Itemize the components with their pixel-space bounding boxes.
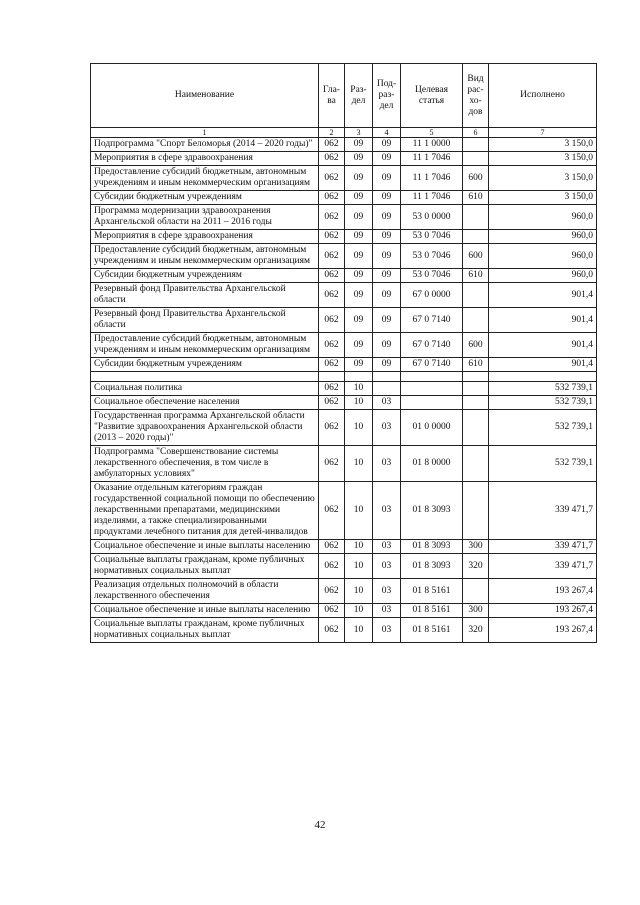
header-podrazdel: Под- раз- дел [373,64,401,128]
spacer-cell [91,372,319,382]
cell-name: Мероприятия в сфере здравоохранения [91,230,319,244]
cell-value: 3 150,0 [489,166,597,191]
cell-statya: 01 8 3093 [401,482,463,540]
cell-name: Подпрограмма "Спорт Беломорья (2014 – 2020 годы)" [91,138,319,152]
cell-glava: 062 [319,382,345,396]
table-row [91,166,597,191]
spacer-cell [401,372,463,382]
cell-value: 532 739,1 [489,446,597,482]
cell-statya: 67 0 7140 [401,333,463,358]
cell-vid: 600 [463,166,489,191]
cell-glava: 062 [319,396,345,410]
cell-podrazdel: 09 [373,283,401,308]
spacer-cell [345,372,373,382]
cell-vid [463,308,489,333]
cell-name: Социальная политика [91,382,319,396]
cell-name: Предоставление субсидий бюджетным, автономным учреждениям и иным некоммерческим организациям [91,333,319,358]
cell-glava: 062 [319,205,345,230]
cell-statya: 11 1 0000 [401,138,463,152]
table-row [91,152,597,166]
cell-razdel: 10 [345,618,373,643]
cell-name: Резервный фонд Правительства Архангельской области [91,308,319,333]
column-number-row [91,128,597,138]
cell-glava: 062 [319,410,345,446]
cell-glava: 062 [319,540,345,554]
cell-value: 193 267,4 [489,618,597,643]
cell-statya: 67 0 7140 [401,308,463,333]
cell-razdel: 09 [345,333,373,358]
cell-vid [463,396,489,410]
table-row [91,230,597,244]
cell-statya: 01 8 5161 [401,604,463,618]
cell-glava: 062 [319,446,345,482]
cell-podrazdel: 09 [373,358,401,372]
cell-podrazdel: 09 [373,269,401,283]
cell-name: Мероприятия в сфере здравоохранения [91,152,319,166]
cell-vid: 320 [463,554,489,579]
cell-statya: 01 8 3093 [401,540,463,554]
column-number: 3 [345,128,373,138]
column-number: 7 [489,128,597,138]
cell-glava: 062 [319,283,345,308]
cell-glava: 062 [319,152,345,166]
cell-vid [463,152,489,166]
spacer-cell [373,372,401,382]
cell-statya: 53 0 7046 [401,269,463,283]
cell-razdel: 09 [345,358,373,372]
table-body [91,138,597,643]
cell-glava: 062 [319,604,345,618]
cell-vid: 300 [463,540,489,554]
cell-name: Предоставление субсидий бюджетным, автономным учреждениям и иным некоммерческим организациям [91,166,319,191]
cell-statya: 53 0 0000 [401,205,463,230]
cell-name: Социальное обеспечение и иные выплаты населению [91,604,319,618]
header-value: Исполнено [489,64,597,128]
cell-vid: 600 [463,244,489,269]
table-row [91,308,597,333]
table-row [91,358,597,372]
cell-vid [463,283,489,308]
cell-vid [463,382,489,396]
cell-value: 3 150,0 [489,152,597,166]
cell-podrazdel: 09 [373,333,401,358]
cell-value: 901,4 [489,358,597,372]
cell-value: 901,4 [489,283,597,308]
cell-name: Социальное обеспечение населения [91,396,319,410]
cell-glava: 062 [319,244,345,269]
table-row [91,269,597,283]
cell-value: 960,0 [489,244,597,269]
cell-name: Социальные выплаты гражданам, кроме публичных нормативных социальных выплат [91,618,319,643]
cell-razdel: 09 [345,166,373,191]
cell-podrazdel: 03 [373,579,401,604]
cell-name: Субсидии бюджетным учреждениям [91,269,319,283]
cell-podrazdel: 09 [373,230,401,244]
cell-name: Социальное обеспечение и иные выплаты населению [91,540,319,554]
cell-podrazdel: 09 [373,205,401,230]
cell-razdel: 09 [345,152,373,166]
cell-glava: 062 [319,579,345,604]
cell-statya [401,382,463,396]
spacer-row [91,372,597,382]
spacer-cell [463,372,489,382]
cell-podrazdel: 09 [373,308,401,333]
cell-value: 960,0 [489,230,597,244]
cell-statya: 11 1 7046 [401,152,463,166]
cell-statya: 53 0 7046 [401,244,463,269]
header-razdel: Раз- дел [345,64,373,128]
cell-razdel: 09 [345,269,373,283]
cell-razdel: 10 [345,382,373,396]
cell-name: Реализация отдельных полномочий в области лекарственного обеспечения [91,579,319,604]
cell-glava: 062 [319,482,345,540]
cell-value: 960,0 [489,269,597,283]
cell-statya: 01 0 0000 [401,410,463,446]
table-row [91,604,597,618]
cell-value: 901,4 [489,308,597,333]
cell-glava: 062 [319,333,345,358]
cell-value: 339 471,7 [489,554,597,579]
cell-name: Подпрограмма "Совершенствование системы лекарственного обеспечения, в том числе в амбулаторных условиях" [91,446,319,482]
table-row [91,283,597,308]
cell-razdel: 10 [345,554,373,579]
table-row [91,446,597,482]
cell-vid: 610 [463,358,489,372]
cell-razdel: 10 [345,579,373,604]
cell-vid [463,482,489,540]
cell-value: 339 471,7 [489,482,597,540]
cell-podrazdel: 03 [373,540,401,554]
cell-statya [401,396,463,410]
cell-statya: 11 1 7046 [401,166,463,191]
column-number: 6 [463,128,489,138]
budget-table [90,63,597,643]
cell-glava: 062 [319,358,345,372]
table-row [91,333,597,358]
cell-statya: 67 0 7140 [401,358,463,372]
cell-name: Резервный фонд Правительства Архангельской области [91,283,319,308]
cell-razdel: 09 [345,230,373,244]
cell-vid [463,205,489,230]
cell-statya: 01 8 5161 [401,618,463,643]
cell-razdel: 10 [345,604,373,618]
cell-vid: 610 [463,191,489,205]
cell-podrazdel: 09 [373,166,401,191]
cell-vid: 300 [463,604,489,618]
cell-vid: 610 [463,269,489,283]
cell-vid [463,579,489,604]
column-number: 5 [401,128,463,138]
cell-value: 193 267,4 [489,579,597,604]
cell-glava: 062 [319,191,345,205]
cell-razdel: 10 [345,396,373,410]
table-row [91,618,597,643]
cell-statya: 01 8 3093 [401,554,463,579]
cell-razdel: 09 [345,138,373,152]
cell-name: Субсидии бюджетным учреждениям [91,358,319,372]
cell-value: 3 150,0 [489,138,597,152]
table-row [91,191,597,205]
cell-statya: 11 1 7046 [401,191,463,205]
cell-name: Субсидии бюджетным учреждениям [91,191,319,205]
cell-glava: 062 [319,166,345,191]
table-row [91,396,597,410]
cell-value: 3 150,0 [489,191,597,205]
header-glava: Гла- ва [319,64,345,128]
cell-razdel: 10 [345,540,373,554]
cell-value: 532 739,1 [489,382,597,396]
cell-vid: 600 [463,333,489,358]
cell-value: 901,4 [489,333,597,358]
cell-statya: 53 0 7046 [401,230,463,244]
cell-vid [463,230,489,244]
cell-name: Социальные выплаты гражданам, кроме публичных нормативных социальных выплат [91,554,319,579]
cell-statya: 67 0 0000 [401,283,463,308]
cell-value: 339 471,7 [489,540,597,554]
cell-glava: 062 [319,618,345,643]
cell-vid [463,138,489,152]
cell-razdel: 09 [345,283,373,308]
column-number: 2 [319,128,345,138]
table-row [91,410,597,446]
cell-value: 532 739,1 [489,410,597,446]
table-row [91,554,597,579]
cell-podrazdel: 09 [373,191,401,205]
column-number: 4 [373,128,401,138]
cell-podrazdel: 03 [373,396,401,410]
cell-podrazdel: 03 [373,604,401,618]
cell-name: Предоставление субсидий бюджетным, автономным учреждениям и иным некоммерческим организациям [91,244,319,269]
cell-razdel: 10 [345,482,373,540]
header-vid: Вид рас- хо- дов [463,64,489,128]
table-row [91,205,597,230]
column-number: 1 [91,128,319,138]
cell-razdel: 09 [345,205,373,230]
table-row [91,579,597,604]
cell-razdel: 10 [345,410,373,446]
cell-podrazdel: 09 [373,244,401,269]
cell-podrazdel: 03 [373,618,401,643]
cell-podrazdel: 09 [373,152,401,166]
cell-vid: 320 [463,618,489,643]
cell-podrazdel [373,382,401,396]
cell-podrazdel: 09 [373,138,401,152]
page-number: 42 [314,819,326,831]
cell-glava: 062 [319,138,345,152]
cell-razdel: 09 [345,244,373,269]
cell-podrazdel: 03 [373,446,401,482]
spacer-cell [319,372,345,382]
cell-glava: 062 [319,230,345,244]
cell-value: 532 739,1 [489,396,597,410]
header-statya: Целевая статья [401,64,463,128]
table-row [91,382,597,396]
table-row [91,244,597,269]
cell-value: 960,0 [489,205,597,230]
cell-name: Оказание отдельным категориям граждан государственной социальной помощи по обеспечению лекарственными препаратами, медицинскими изделиями, а также специализированными продуктами лечебного питания для детей-инвалидов [91,482,319,540]
cell-razdel: 09 [345,308,373,333]
cell-name: Программа модернизации здравоохранения Архангельской области на 2011 – 2016 годы [91,205,319,230]
cell-value: 193 267,4 [489,604,597,618]
cell-podrazdel: 03 [373,482,401,540]
cell-statya: 01 8 0000 [401,446,463,482]
cell-glava: 062 [319,554,345,579]
cell-podrazdel: 03 [373,554,401,579]
cell-statya: 01 8 5161 [401,579,463,604]
table-row [91,138,597,152]
cell-glava: 062 [319,308,345,333]
cell-glava: 062 [319,269,345,283]
table-row [91,540,597,554]
cell-vid [463,410,489,446]
cell-vid [463,446,489,482]
table-row [91,482,597,540]
cell-name: Государственная программа Архангельской области "Развитие здравоохранения Архангельской области (2013 – 2020 годы)" [91,410,319,446]
header-row [91,64,597,128]
spacer-cell [489,372,597,382]
header-name: Наименование [91,64,319,128]
cell-podrazdel: 03 [373,410,401,446]
cell-razdel: 10 [345,446,373,482]
cell-razdel: 09 [345,191,373,205]
